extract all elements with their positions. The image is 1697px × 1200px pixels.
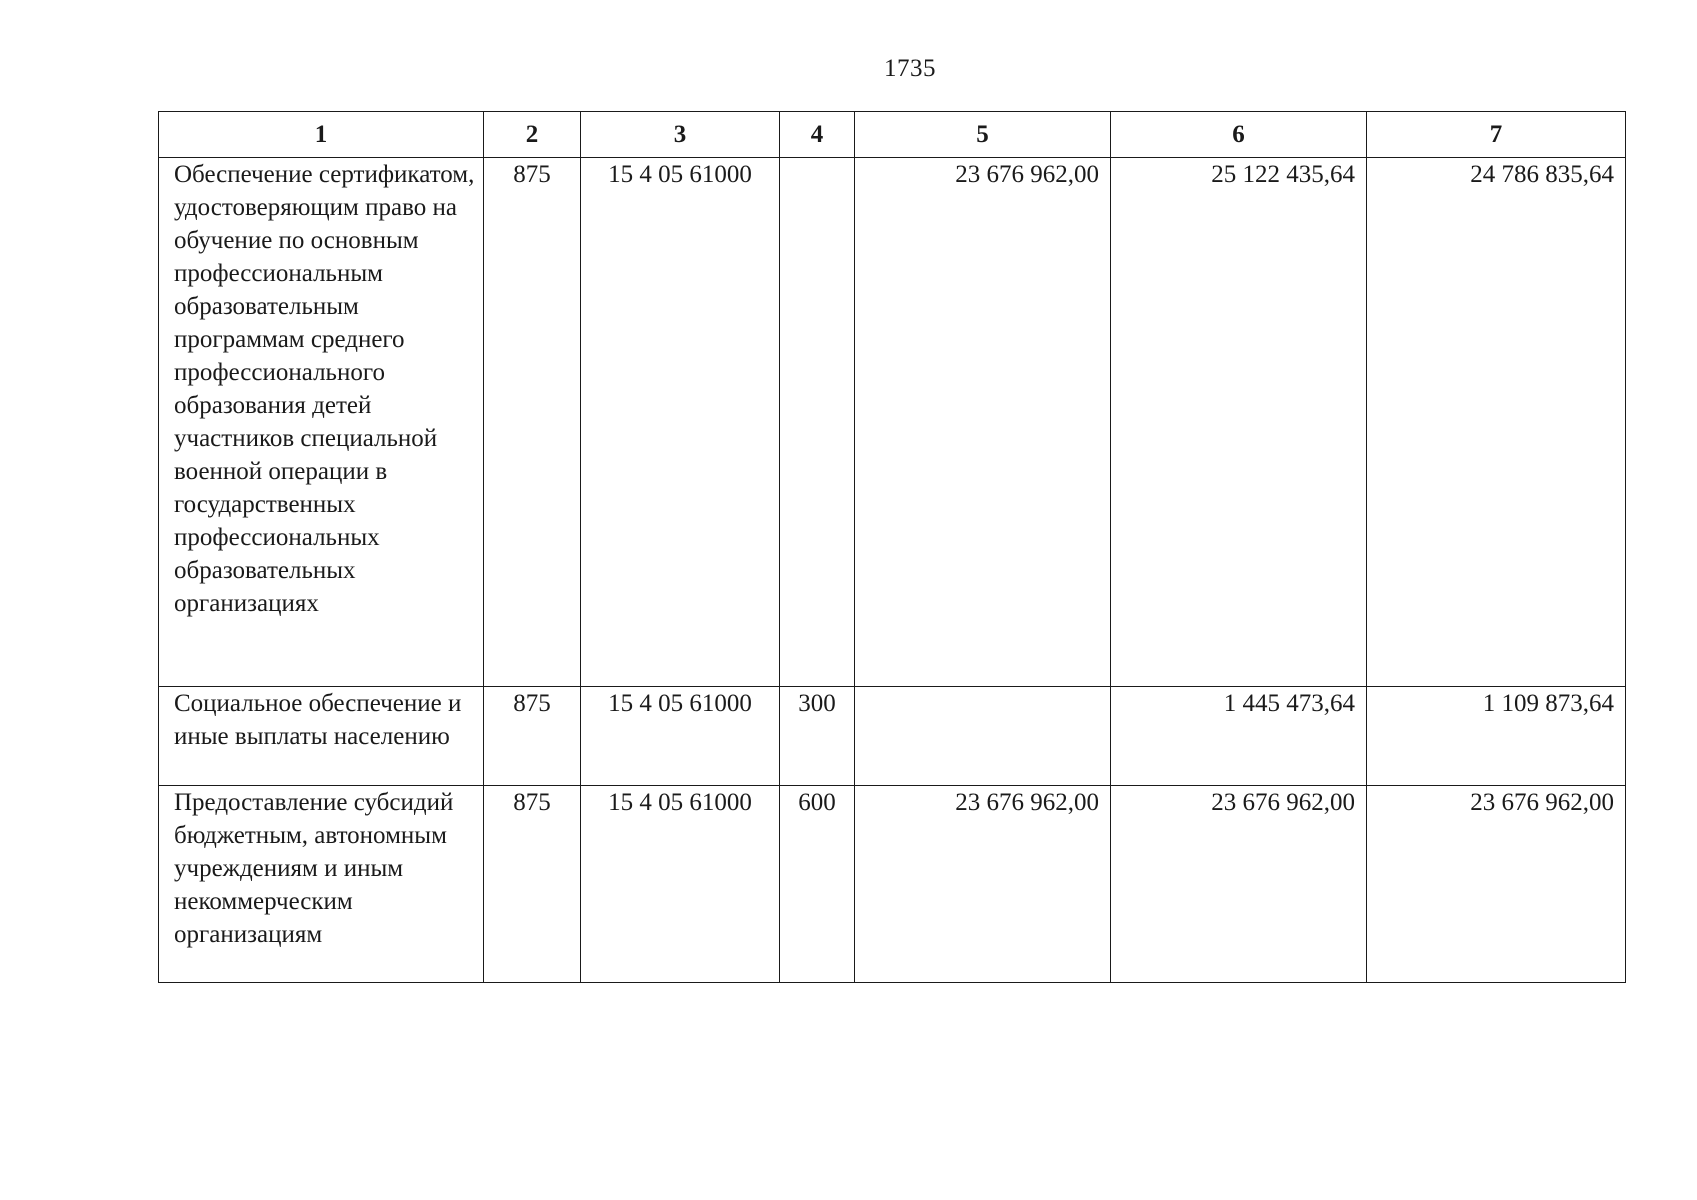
row-col7-cell: 1 109 873,64 xyxy=(1367,687,1626,786)
row-col5-cell xyxy=(855,687,1111,786)
header-col-2: 2 xyxy=(484,112,581,158)
row-col5-cell: 23 676 962,00 xyxy=(855,158,1111,687)
budget-table xyxy=(158,111,1626,983)
row-name-text: Социальное обеспечение и иные выплаты населению xyxy=(174,690,462,750)
row-name-cell xyxy=(159,158,484,687)
row-col7-cell: 23 676 962,00 xyxy=(1367,786,1626,983)
row-col6-cell: 1 445 473,64 xyxy=(1111,687,1367,786)
row-name-text: Предоставление субсидий бюджетным, автономным учреждениям и иным некоммерческим организациям xyxy=(174,789,454,948)
header-col-5: 5 xyxy=(855,112,1111,158)
row-col4-cell: 600 xyxy=(780,786,855,983)
row-col5-cell: 23 676 962,00 xyxy=(855,786,1111,983)
table-row xyxy=(159,687,1626,786)
page-number: 1735 xyxy=(884,55,936,82)
row-col3-cell: 15 4 05 61000 xyxy=(581,687,780,786)
table-row xyxy=(159,158,1626,687)
row-col6-cell: 23 676 962,00 xyxy=(1111,786,1367,983)
header-col-4: 4 xyxy=(780,112,855,158)
row-col3-cell: 15 4 05 61000 xyxy=(581,158,780,687)
row-name-text: Обеспечение сертификатом, удостоверяющим право на обучение по основным профессиональным образовательным программам среднего профессионального образования детей участников специальной военной операции в государственных профессиональных образовательных организациях xyxy=(174,161,475,617)
row-name-cell xyxy=(159,786,484,983)
row-name-cell xyxy=(159,687,484,786)
row-col2-cell: 875 xyxy=(484,786,581,983)
header-col-1: 1 xyxy=(159,112,484,158)
row-col2-cell: 875 xyxy=(484,158,581,687)
row-col6-cell: 25 122 435,64 xyxy=(1111,158,1367,687)
row-col2-cell: 875 xyxy=(484,687,581,786)
header-col-3: 3 xyxy=(581,112,780,158)
row-col4-cell: 300 xyxy=(780,687,855,786)
row-col4-cell xyxy=(780,158,855,687)
header-col-7: 7 xyxy=(1367,112,1626,158)
row-col7-cell: 24 786 835,64 xyxy=(1367,158,1626,687)
table-row xyxy=(159,786,1626,983)
table-header-row xyxy=(159,112,1626,158)
header-col-6: 6 xyxy=(1111,112,1367,158)
row-col3-cell: 15 4 05 61000 xyxy=(581,786,780,983)
